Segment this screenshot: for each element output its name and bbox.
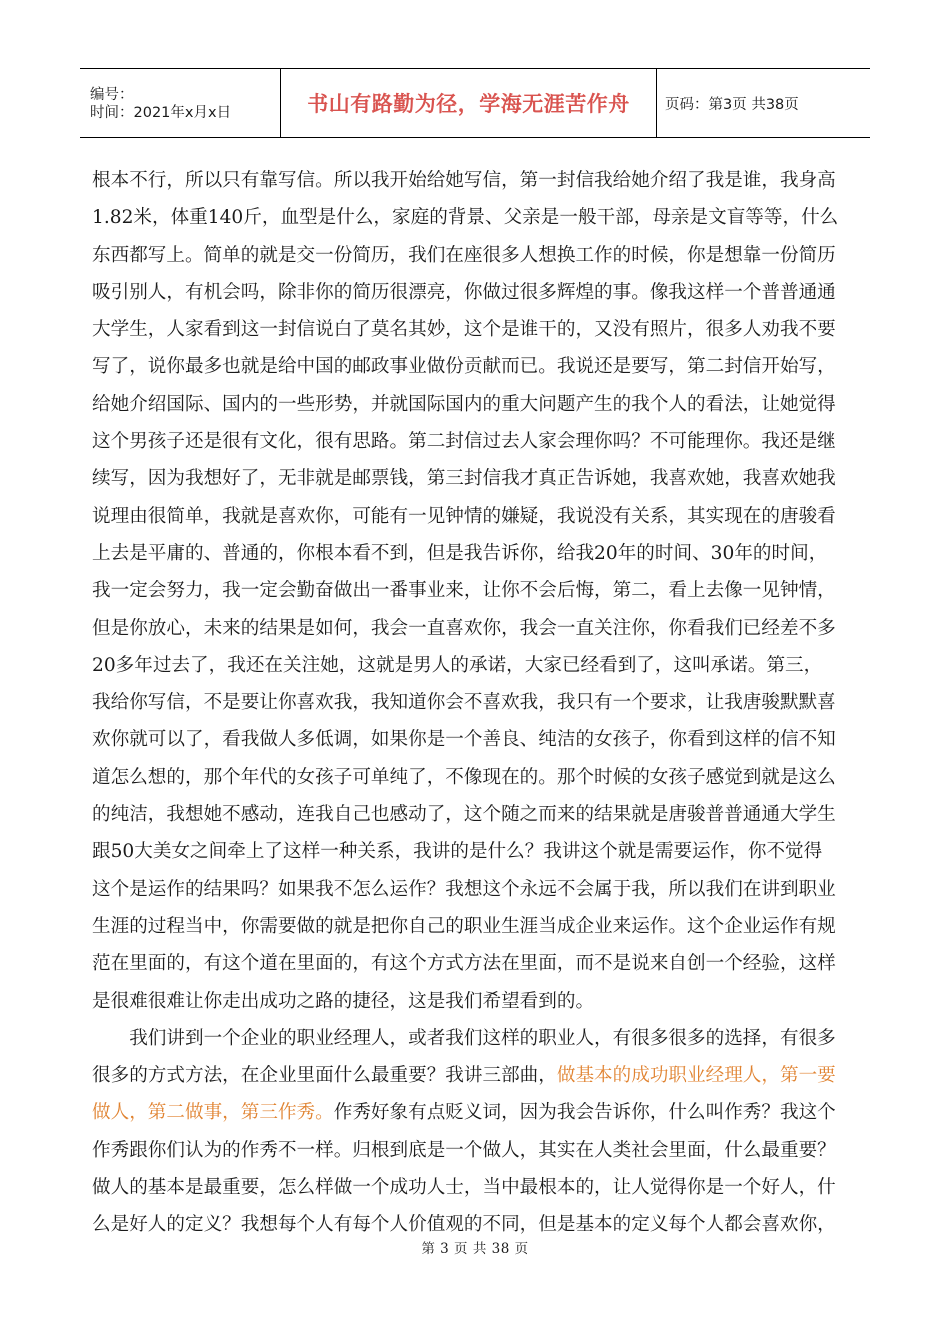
page-footer	[0, 1237, 950, 1257]
body-line: 根本不行，所以只有靠写信。所以我开始给她写信，第一封信我给她介绍了我是谁，我身高	[92, 170, 836, 191]
body-line: 作秀跟你们认为的作秀不一样。归根到底是一个做人，其实在人类社会里面，什么最重要？	[92, 1139, 836, 1161]
document-body	[92, 162, 864, 1244]
body-line: 生涯的过程当中，你需要做的就是把你自己的职业生涯当成企业来运作。这个企业运作有规	[92, 915, 836, 937]
body-line: 范在里面的，有这个道在里面的，有这个方式方法在里面，而不是说来自创一个经验，这样	[92, 953, 836, 975]
highlighted-text: 做人，第二做事，第三作秀。	[92, 1102, 334, 1124]
body-line: 续写，因为我想好了，无非就是邮票钱，第三封信我才真正告诉她，我喜欢她，我喜欢她我	[92, 468, 836, 490]
body-line: 上去是平庸的、普通的，你根本看不到，但是我告诉你，给我20年的时间、30年的时间，	[92, 542, 828, 564]
page-header	[80, 68, 870, 138]
motto-text: 书山有路勤为径，学海无涯苦作舟	[307, 92, 630, 116]
body-line: 但是你放心，未来的结果是如何，我会一直喜欢你，我会一直关注你，你看我们已经差不多	[92, 617, 836, 639]
body-line: 做人的基本是最重要，怎么样做一个成功人士，当中最根本的，让人觉得你是一个好人，什	[92, 1177, 836, 1199]
footer-page-number: 第 3 页 共 38 页	[421, 1241, 529, 1257]
header-meta	[80, 69, 281, 137]
body-line: 道怎么想的，那个年代的女孩子可单纯了，不像现在的。那个时候的女孩子感觉到就是这么	[92, 766, 836, 788]
body-line: 这个是运作的结果吗？如果我不怎么运作？我想这个永远不会属于我，所以我们在讲到职业	[92, 878, 836, 900]
body-line: 大学生，人家看到这一封信说白了莫名其妙，这个是谁干的，又没有照片，很多人劝我不要	[92, 319, 836, 341]
page-info-text: 页码：第3页 共38页	[665, 96, 799, 113]
body-line: 给她介绍国际、国内的一些形势，并就国际国内的重大问题产生的我个人的看法，让她觉得	[92, 393, 836, 415]
body-line: 20多年过去了，我还在关注她，这就是男人的承诺，大家已经看到了，这叫承诺。第三，	[92, 654, 823, 676]
body-line: 跟50大美女之间牵上了这样一种关系，我讲的是什么？我讲这个就是需要运作，你不觉得	[92, 841, 823, 863]
body-line: 我一定会努力，我一定会勤奋做出一番事业来，让你不会后悔，第二，看上去像一见钟情，	[92, 580, 836, 602]
header-motto-cell	[281, 69, 657, 137]
body-line: 吸引别人，有机会吗，除非你的简历很漂亮，你做过很多辉煌的事。像我这样一个普普通通	[92, 281, 836, 303]
body-line: 东西都写上。简单的就是交一份简历，我们在座很多人想换工作的时候，你是想靠一份简历	[92, 244, 836, 266]
body-line: 说理由很简单，我就是喜欢你，可能有一见钟情的嫌疑，我说没有关系，其实现在的唐骏看	[92, 505, 836, 527]
body-line-with-highlight	[92, 1057, 864, 1094]
body-line: 欢你就可以了，看我做人多低调，如果你是一个善良、纯洁的女孩子，你看到这样的信不知	[92, 729, 836, 751]
body-line: 我给你写信，不是要让你喜欢我，我知道你会不喜欢我，我只有一个要求，让我唐骏默默喜	[92, 692, 836, 714]
body-line: 是很难很难让你走出成功之路的捷径，这是我们希望看到的。	[92, 990, 595, 1012]
body-text: 很多的方式方法，在企业里面什么最重要？我讲三部曲，	[92, 1065, 557, 1087]
header-page-info	[657, 69, 870, 137]
body-line: 我们讲到一个企业的职业经理人，或者我们这样的职业人，有很多很多的选择，有很多	[92, 1027, 836, 1049]
body-line: 写了，说你最多也就是给中国的邮政事业做份贡献而已。我说还是要写，第二封信开始写，	[92, 356, 836, 378]
body-line: 1.82米，体重140斤，血型是什么，家庭的背景、父亲是一般干部，母亲是文盲等等，什么	[92, 207, 839, 229]
body-line-with-highlight	[92, 1094, 864, 1131]
highlighted-text: 做基本的成功职业经理人，第一要	[556, 1065, 836, 1087]
body-line: 这个男孩子还是很有文化，很有思路。第二封信过去人家会理你吗？不可能理你。我还是继	[92, 431, 836, 453]
body-line: 的纯洁，我想她不感动，连我自己也感动了，这个随之而来的结果就是唐骏普普通通大学生	[92, 804, 836, 826]
document-date: 时间：2021年x月x日	[90, 105, 232, 121]
body-line: 么是好人的定义？我想每个人有每个人价值观的不同，但是基本的定义每个人都会喜欢你，	[92, 1214, 836, 1236]
body-text: 作秀好象有点贬义词，因为我会告诉你，什么叫作秀？我这个	[333, 1102, 836, 1124]
document-number-label: 编号：	[90, 87, 134, 103]
